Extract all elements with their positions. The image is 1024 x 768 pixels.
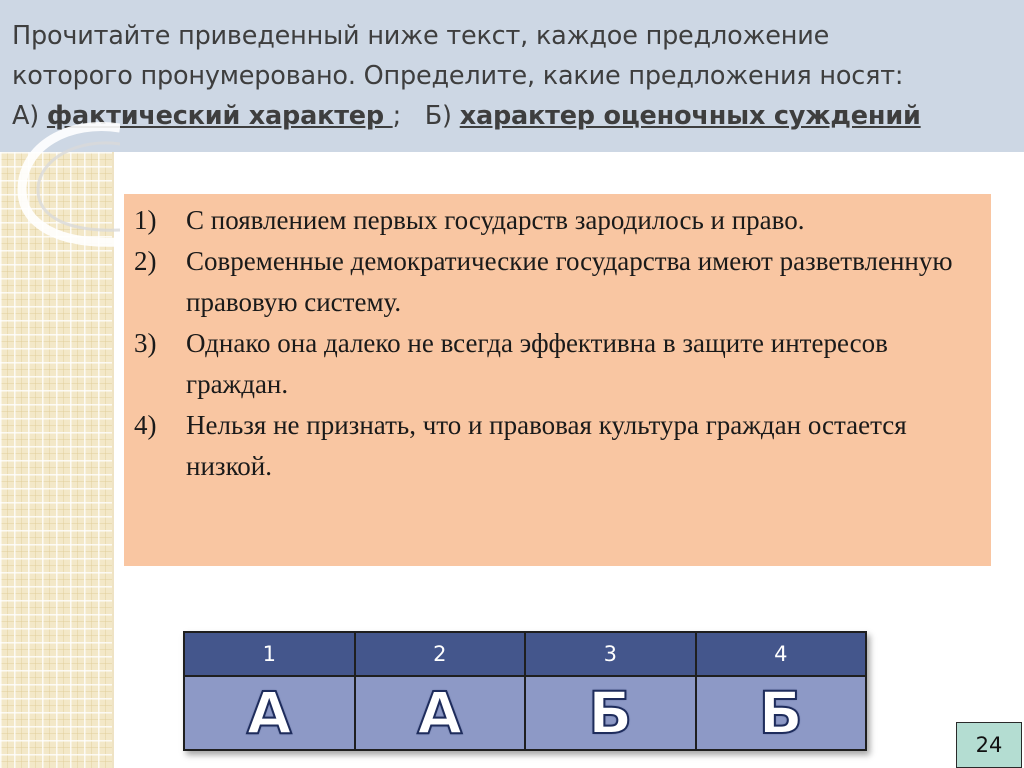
- option-a-label: фактический характер: [46, 101, 393, 131]
- answer-table: [183, 631, 867, 751]
- answer-cell: Б: [696, 676, 867, 750]
- answer-cell: А: [355, 676, 526, 750]
- sentence-item: [134, 323, 984, 405]
- sentence-number: 1): [134, 205, 157, 235]
- sentence-list: [134, 200, 984, 487]
- answer-table-header-cell: 1: [184, 632, 355, 676]
- answer-table-header-cell: 4: [696, 632, 867, 676]
- sentence-number: 3): [134, 328, 157, 358]
- header-band: [0, 0, 1024, 152]
- option-separator: ;: [392, 101, 425, 131]
- task-instructions: [12, 16, 1016, 136]
- sentence-number: 4): [134, 410, 157, 440]
- answer-table-answer-row: [184, 676, 866, 750]
- answer-table-header-cell: 3: [525, 632, 696, 676]
- sentence-number: 2): [134, 246, 157, 276]
- answer-table-header-cell: 2: [355, 632, 526, 676]
- sentence-text: Однако она далеко не всегда эффективна в защите интересов граждан.: [186, 328, 888, 399]
- option-a-prefix: А): [12, 101, 47, 131]
- answer-table-header-row: [184, 632, 866, 676]
- instructions-line-3: [12, 96, 1016, 136]
- sentence-item: [134, 200, 984, 241]
- sentence-item: [134, 241, 984, 323]
- sentence-text: Нельзя не признать, что и правовая культура граждан остается низкой.: [186, 410, 907, 481]
- option-b-label: характер оценочных суждений: [459, 101, 921, 131]
- page-number: 24: [956, 722, 1022, 768]
- answer-cell: А: [184, 676, 355, 750]
- decorative-grid-strip: [0, 152, 114, 768]
- option-b-prefix: Б): [424, 101, 460, 131]
- instructions-line-1: Прочитайте приведенный ниже текст, каждое предложение: [12, 21, 830, 51]
- sentences-box: [124, 194, 991, 566]
- answer-cell: Б: [525, 676, 696, 750]
- sentence-text: С появлением первых государств зародилось и право.: [186, 205, 805, 235]
- sentence-item: [134, 405, 984, 487]
- instructions-line-2: которого пронумеровано. Определите, какие предложения носят:: [12, 61, 904, 91]
- sentence-text: Современные демократические государства имеют разветвленную правовую систему.: [186, 246, 953, 317]
